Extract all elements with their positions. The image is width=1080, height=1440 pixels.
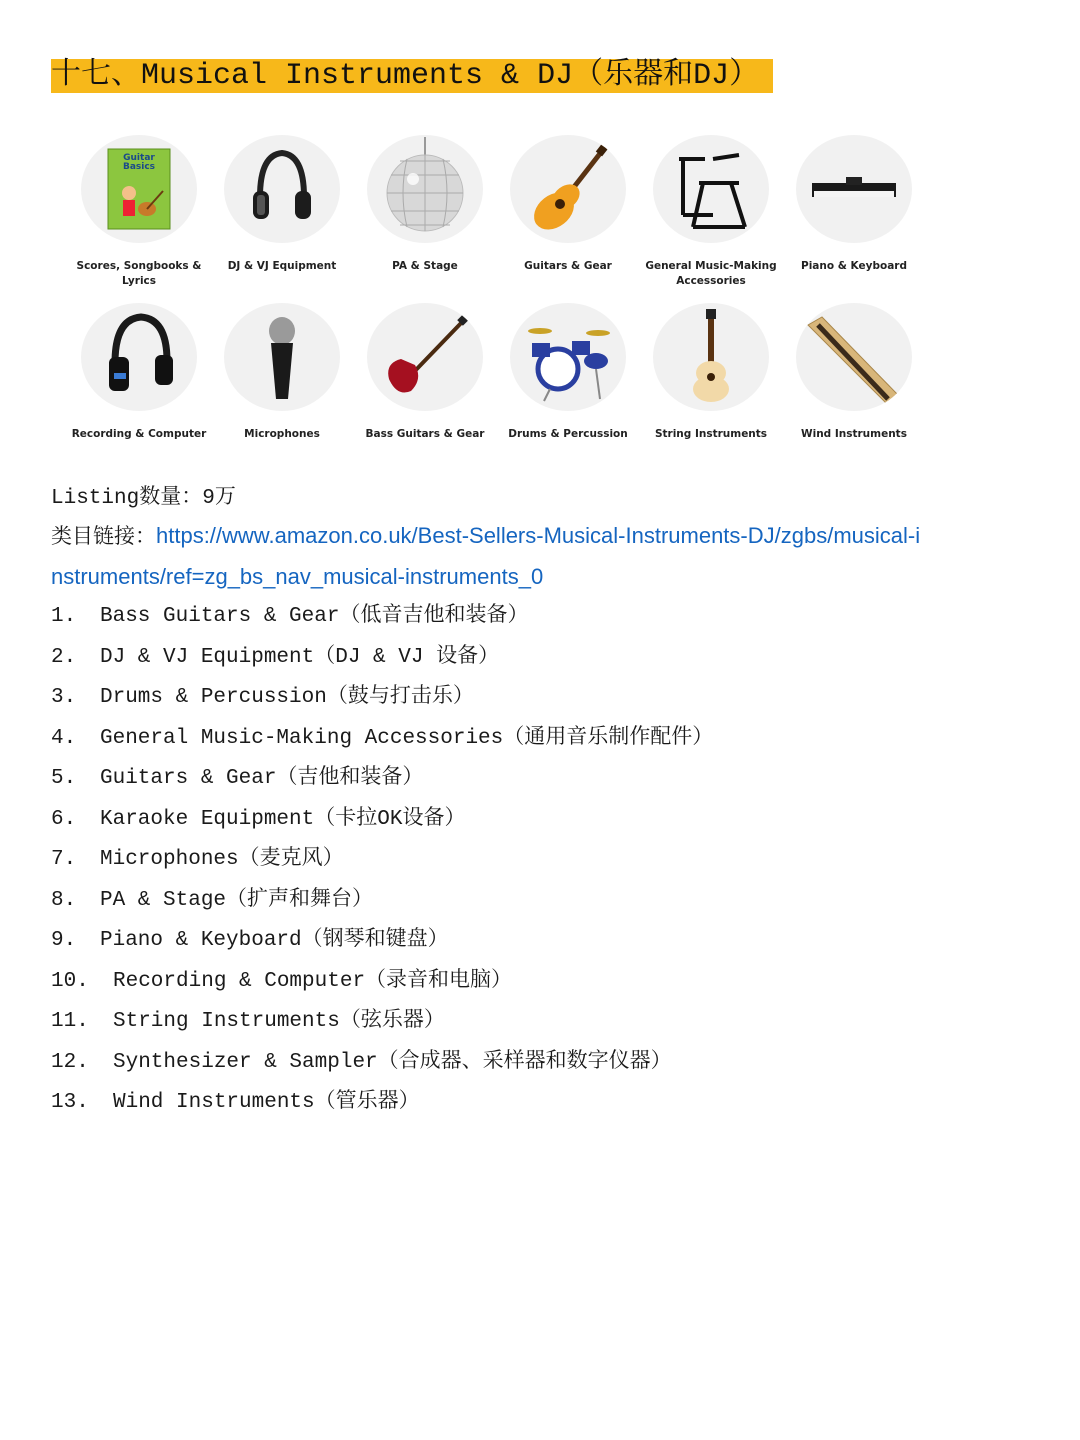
category-link-row-continued (51, 564, 543, 590)
category-link-row (51, 523, 920, 549)
category-label: Wind Instruments (801, 428, 907, 440)
category-label: PA & Stage (392, 260, 458, 272)
category-link-label: 类目链接： (51, 524, 156, 548)
category-link-url-continued[interactable]: nstruments/ref=zg_bs_nav_musical-instruments_0 (51, 564, 544, 589)
bass-guitar-icon (367, 303, 483, 411)
category-label: Scores, Songbooks & Lyrics (76, 260, 202, 287)
list-item: 3. Drums & Percussion（鼓与打击乐） (51, 686, 474, 709)
category-label: DJ & VJ Equipment (227, 260, 337, 272)
headphones-icon (224, 135, 340, 243)
category-label: Recording & Computer (71, 428, 207, 440)
category-tile-scores[interactable] (68, 135, 210, 289)
category-link-url[interactable]: https://www.amazon.co.uk/Best-Sellers-Musical-Instruments-DJ/zgbs/musical-i (156, 523, 921, 548)
listing-count: Listing数量：9万 (51, 487, 236, 510)
microphone-icon (224, 303, 340, 411)
list-item: 9. Piano & Keyboard（钢琴和键盘） (51, 929, 449, 952)
list-item: 7. Microphones（麦克风） (51, 848, 344, 871)
svg-text:Basics: Basics (122, 162, 156, 172)
category-tile-accessories[interactable] (640, 135, 782, 289)
studio-headphones-icon (81, 303, 197, 411)
list-item: 11. String Instruments（弦乐器） (51, 1010, 445, 1033)
category-label: General Music-Making Accessories (645, 260, 777, 287)
list-item: 8. PA & Stage（扩声和舞台） (51, 889, 374, 912)
songbook-icon (81, 135, 197, 243)
list-item: 2. DJ & VJ Equipment（DJ & VJ 设备） (51, 646, 500, 669)
category-tile-dj-vj[interactable] (211, 135, 353, 274)
category-tile-wind[interactable] (783, 303, 925, 442)
category-tile-drums[interactable] (497, 303, 639, 442)
list-item: 13. Wind Instruments（管乐器） (51, 1091, 420, 1114)
category-label: Guitars & Gear (524, 260, 612, 272)
category-tile-pa-stage[interactable] (354, 135, 496, 274)
keyboard-icon (796, 135, 912, 243)
category-label: Bass Guitars & Gear (365, 428, 485, 440)
laptop-stand-icon (653, 135, 769, 243)
recorder-icon (796, 303, 912, 411)
category-label: Piano & Keyboard (801, 260, 907, 272)
folk-guitar-icon (653, 303, 769, 411)
category-tile-piano[interactable] (783, 135, 925, 274)
acoustic-guitar-icon (510, 135, 626, 243)
list-item: 10. Recording & Computer（录音和电脑） (51, 970, 513, 993)
category-tile-bass[interactable] (354, 303, 496, 442)
list-item: 6. Karaoke Equipment（卡拉OK设备） (51, 808, 466, 831)
category-label: String Instruments (654, 428, 768, 440)
category-label: Microphones (244, 428, 320, 440)
drum-kit-icon (510, 303, 626, 411)
category-tile-microphones[interactable] (211, 303, 353, 442)
disco-ball-icon (367, 135, 483, 243)
category-tile-guitars[interactable] (497, 135, 639, 274)
list-item: 1. Bass Guitars & Gear（低音吉他和装备） (51, 605, 529, 628)
svg-text:Guitar: Guitar (123, 153, 155, 163)
category-tile-recording[interactable] (68, 303, 210, 442)
list-item: 12. Synthesizer & Sampler（合成器、采样器和数字仪器） (51, 1051, 672, 1074)
list-item: 5. Guitars & Gear（吉他和装备） (51, 767, 424, 790)
page-title: 十七、Musical Instruments & DJ（乐器和DJ） (51, 59, 773, 93)
category-tile-string[interactable] (640, 303, 782, 442)
list-item: 4. General Music-Making Accessories（通用音乐制作配件） (51, 727, 714, 750)
category-label: Drums & Percussion (508, 428, 628, 440)
